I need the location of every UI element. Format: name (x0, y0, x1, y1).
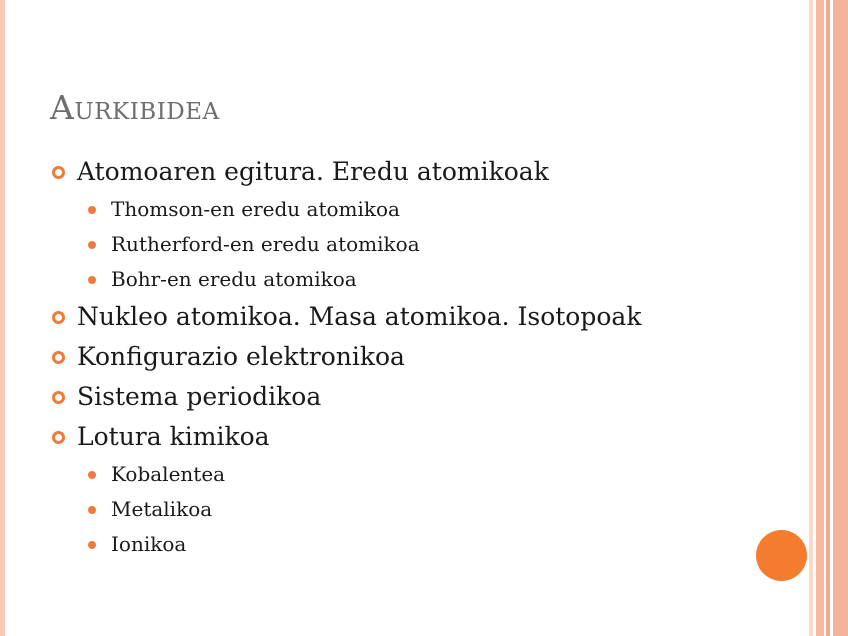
sub-list-item-text: Kobalentea (111, 462, 226, 486)
sub-list-item (50, 227, 790, 262)
sub-list-item-text: Thomson-en eredu atomikoa (111, 197, 400, 221)
sub-list-item (50, 492, 790, 527)
list-item-text: Nukleo atomikoa. Masa atomikoa. Isotopoak (77, 302, 642, 331)
sub-list-item (50, 192, 790, 227)
ring-bullet-icon (52, 351, 65, 364)
sub-list-item (50, 262, 790, 297)
decorative-circle (756, 530, 807, 581)
list-item (50, 152, 790, 192)
right-decor-stripe (833, 0, 848, 636)
list-item (50, 297, 790, 337)
right-decor-stripe (816, 0, 824, 636)
list-item-text: Sistema periodikoa (77, 382, 322, 411)
ring-bullet-icon (52, 431, 65, 444)
dot-bullet-icon (88, 276, 96, 284)
sub-list-item-text: Metalikoa (111, 497, 213, 521)
sub-list-item-text: Rutherford-en eredu atomikoa (111, 232, 420, 256)
dot-bullet-icon (88, 206, 96, 214)
list-item (50, 417, 790, 457)
dot-bullet-icon (88, 241, 96, 249)
sub-list-item (50, 527, 790, 562)
slide-title: Aurkibidea (50, 88, 220, 127)
sub-list-item (50, 457, 790, 492)
list-item-text: Lotura kimikoa (77, 422, 270, 451)
list-item-text: Konfigurazio elektronikoa (77, 342, 405, 371)
ring-bullet-icon (52, 391, 65, 404)
list-item (50, 337, 790, 377)
ring-bullet-icon (52, 311, 65, 324)
sub-list-item-text: Ionikoa (111, 532, 187, 556)
dot-bullet-icon (88, 471, 96, 479)
ring-bullet-icon (52, 166, 65, 179)
list-item (50, 377, 790, 417)
left-border-stripe (0, 0, 5, 636)
list-item-text: Atomoaren egitura. Eredu atomikoak (77, 157, 549, 186)
bullet-list (50, 152, 790, 562)
sub-list-item-text: Bohr-en eredu atomikoa (111, 267, 357, 291)
dot-bullet-icon (88, 541, 96, 549)
dot-bullet-icon (88, 506, 96, 514)
